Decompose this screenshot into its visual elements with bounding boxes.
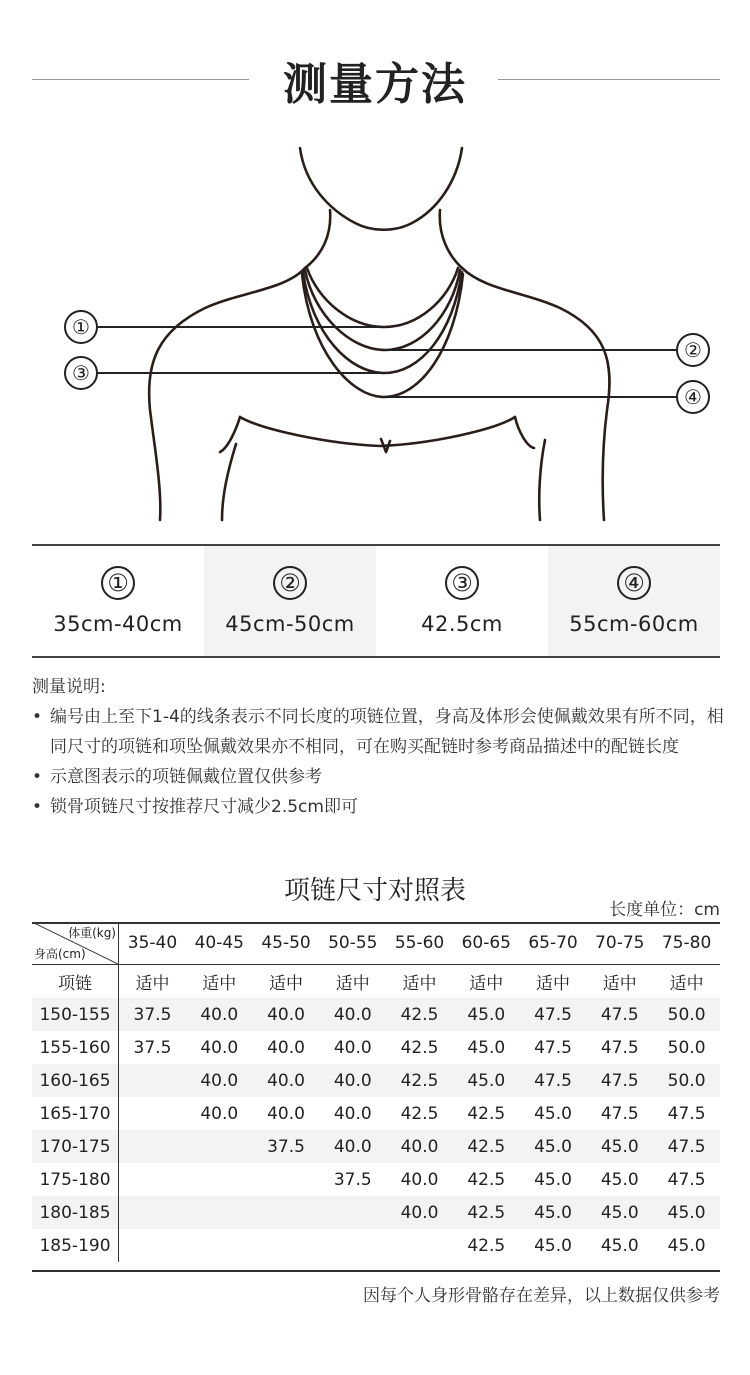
length-cell: 47.5	[586, 1064, 653, 1097]
length-cell	[386, 1229, 453, 1262]
size-number: ④	[617, 566, 651, 600]
table-row	[32, 1130, 720, 1163]
length-cell: 45.0	[586, 1130, 653, 1163]
fit-header: 适中	[202, 974, 237, 994]
height-cell: 180-185	[32, 1196, 119, 1229]
notes-heading: 测量说明:	[32, 677, 106, 697]
length-cell: 42.5	[453, 1196, 520, 1229]
size-cell	[204, 546, 376, 656]
length-cell: 45.0	[453, 998, 520, 1031]
length-cell: 40.0	[386, 1196, 453, 1229]
title-line-right	[498, 79, 720, 80]
subheader-label: 项链	[32, 965, 119, 999]
length-cell: 45.0	[653, 1196, 720, 1229]
table-row	[32, 1229, 720, 1262]
height-cell: 175-180	[32, 1163, 119, 1196]
fit-header: 适中	[269, 974, 304, 994]
corner-cell	[32, 922, 119, 965]
length-cell: 40.0	[333, 1037, 372, 1058]
length-cell: 42.5	[400, 1103, 439, 1124]
length-cell: 37.5	[119, 998, 186, 1031]
fit-header: 适中	[335, 974, 370, 994]
weight-header: 40-45	[186, 922, 253, 965]
arm-curve-left	[220, 417, 240, 520]
weight-header: 60-65	[453, 922, 520, 965]
length-cell: 45.0	[600, 1169, 639, 1190]
length-cell: 45.0	[453, 1064, 520, 1097]
table-row	[32, 1097, 720, 1130]
length-cell: 40.0	[253, 1064, 320, 1097]
length-cell: 45.0	[467, 1037, 506, 1058]
length-cell	[253, 1163, 320, 1196]
table-row	[32, 1196, 720, 1229]
length-cell: 42.5	[467, 1103, 506, 1124]
length-cell: 47.5	[667, 1169, 706, 1190]
length-cell: 37.5	[333, 1169, 372, 1190]
height-cell: 170-175	[32, 1130, 119, 1163]
length-cell: 45.0	[534, 1235, 572, 1256]
table-row	[32, 1064, 720, 1097]
arm-curve-right	[515, 417, 545, 520]
length-cell	[253, 1229, 320, 1262]
length-cell	[119, 1196, 186, 1229]
neck-left	[305, 210, 330, 268]
length-cell: 47.5	[600, 1037, 639, 1058]
length-cell: 47.5	[600, 1103, 639, 1124]
length-cell: 40.0	[400, 1169, 439, 1190]
size-number: ③	[445, 566, 479, 600]
table-row	[32, 998, 720, 1031]
length-cell: 40.0	[186, 998, 253, 1031]
measurement-notes	[32, 672, 732, 822]
length-cell	[119, 1163, 186, 1196]
length-cell: 42.5	[467, 1235, 506, 1256]
length-cell: 42.5	[400, 1037, 439, 1058]
size-value: 45cm-50cm	[225, 612, 355, 636]
table-subheader-row	[32, 965, 720, 999]
neck-right	[440, 210, 462, 268]
size-table	[32, 922, 720, 1262]
length-cell: 47.5	[534, 1037, 572, 1058]
length-cell: 45.0	[600, 1235, 639, 1256]
length-cell	[119, 1229, 186, 1262]
length-cell: 50.0	[653, 1064, 720, 1097]
length-cell: 37.5	[133, 1037, 172, 1058]
length-cell: 40.0	[200, 1103, 239, 1124]
size-cell	[376, 546, 548, 656]
neck-illustration	[0, 130, 750, 530]
length-cell: 42.5	[467, 1169, 506, 1190]
length-cell: 40.0	[253, 998, 320, 1031]
height-cell: 150-155	[32, 998, 119, 1031]
table-bottom-rule	[32, 1270, 720, 1272]
length-cell	[319, 1229, 386, 1262]
length-cell: 47.5	[520, 998, 587, 1031]
fit-header: 适中	[469, 974, 504, 994]
size-value: 35cm-40cm	[53, 612, 183, 636]
size-reference-strip	[32, 544, 720, 658]
unit-label: 长度单位：cm	[609, 900, 720, 920]
table-row	[32, 1163, 720, 1196]
length-cell: 47.5	[667, 1103, 706, 1124]
length-cell: 45.0	[520, 1196, 587, 1229]
length-cell: 40.0	[333, 1103, 372, 1124]
length-cell	[186, 1196, 253, 1229]
jaw-outline	[300, 148, 462, 230]
length-cell: 40.0	[319, 1130, 386, 1163]
fit-header: 适中	[602, 974, 637, 994]
length-cell: 45.0	[534, 1169, 572, 1190]
length-cell	[319, 1196, 386, 1229]
length-cell	[119, 1130, 186, 1163]
footer-disclaimer: 因每个人身形骨骼存在差异，以上数据仅供参考	[363, 1286, 720, 1306]
size-number: ②	[273, 566, 307, 600]
length-cell: 45.0	[534, 1103, 572, 1124]
length-cell	[119, 1064, 186, 1097]
length-cell: 45.0	[586, 1196, 653, 1229]
length-cell	[253, 1196, 320, 1229]
fit-header: 适中	[135, 974, 170, 994]
size-value: 42.5cm	[421, 612, 503, 636]
length-cell: 40.0	[267, 1103, 305, 1124]
length-cell: 40.0	[386, 1130, 453, 1163]
length-cell: 50.0	[653, 998, 720, 1031]
corner-weight-label: 体重(kg)	[68, 926, 116, 940]
weight-header: 55-60	[386, 922, 453, 965]
length-cell: 45.0	[520, 1130, 587, 1163]
shoulder-right	[462, 268, 610, 520]
marker-label-2: ②	[684, 338, 702, 362]
weight-header: 75-80	[653, 922, 720, 965]
length-cell: 40.0	[186, 1064, 253, 1097]
fit-header: 适中	[536, 974, 571, 994]
size-cell	[548, 546, 720, 656]
table-title: 项链尺寸对照表	[283, 876, 466, 906]
length-cell: 42.5	[386, 1064, 453, 1097]
size-number: ①	[101, 566, 135, 600]
notes-list	[32, 702, 732, 822]
marker-label-3: ③	[72, 361, 90, 385]
note-item: • 示意图表示的项链佩戴位置仅供参考	[32, 762, 732, 792]
note-item: • 编号由上至下1-4的线条表示不同长度的项链位置，身高及体形会使佩戴效果有所不同，相同尺寸的项链和项坠佩戴效果亦不相同，可在购买配链时参考商品描述中的配链长度	[32, 702, 732, 762]
corner-height-label: 身高(cm)	[34, 947, 86, 961]
length-cell: 42.5	[453, 1130, 520, 1163]
length-cell	[186, 1229, 253, 1262]
weight-header: 35-40	[119, 922, 186, 965]
weight-header: 50-55	[319, 922, 386, 965]
fit-header: 适中	[669, 974, 704, 994]
weight-header: 65-70	[520, 922, 587, 965]
length-cell: 47.5	[653, 1130, 720, 1163]
note-item: • 锁骨项链尺寸按推荐尺寸减少2.5cm即可	[32, 792, 732, 822]
length-cell: 37.5	[253, 1130, 320, 1163]
height-cell: 160-165	[32, 1064, 119, 1097]
height-cell: 185-190	[32, 1229, 119, 1262]
table-row	[32, 1031, 720, 1064]
fit-header: 适中	[402, 974, 437, 994]
page-title: 测量方法	[283, 59, 467, 110]
size-value: 55cm-60cm	[569, 612, 699, 636]
necklace-1	[307, 268, 458, 327]
marker-label-4: ④	[684, 385, 702, 409]
length-cell: 40.0	[267, 1037, 305, 1058]
length-cell: 50.0	[667, 1037, 706, 1058]
length-cell: 40.0	[319, 1064, 386, 1097]
weight-header: 70-75	[586, 922, 653, 965]
length-cell	[186, 1163, 253, 1196]
length-cell: 47.5	[520, 1064, 587, 1097]
table-header-row	[32, 922, 720, 965]
length-cell	[119, 1097, 186, 1130]
length-cell	[186, 1130, 253, 1163]
weight-header: 45-50	[253, 922, 320, 965]
clavicle	[240, 417, 515, 446]
size-cell	[32, 546, 204, 656]
marker-label-1: ①	[72, 315, 90, 339]
height-cell: 165-170	[32, 1097, 119, 1130]
length-cell: 47.5	[586, 998, 653, 1031]
length-cell: 45.0	[667, 1235, 706, 1256]
length-cell: 40.0	[319, 998, 386, 1031]
height-cell: 155-160	[32, 1031, 119, 1064]
length-cell: 42.5	[386, 998, 453, 1031]
length-cell: 40.0	[200, 1037, 239, 1058]
